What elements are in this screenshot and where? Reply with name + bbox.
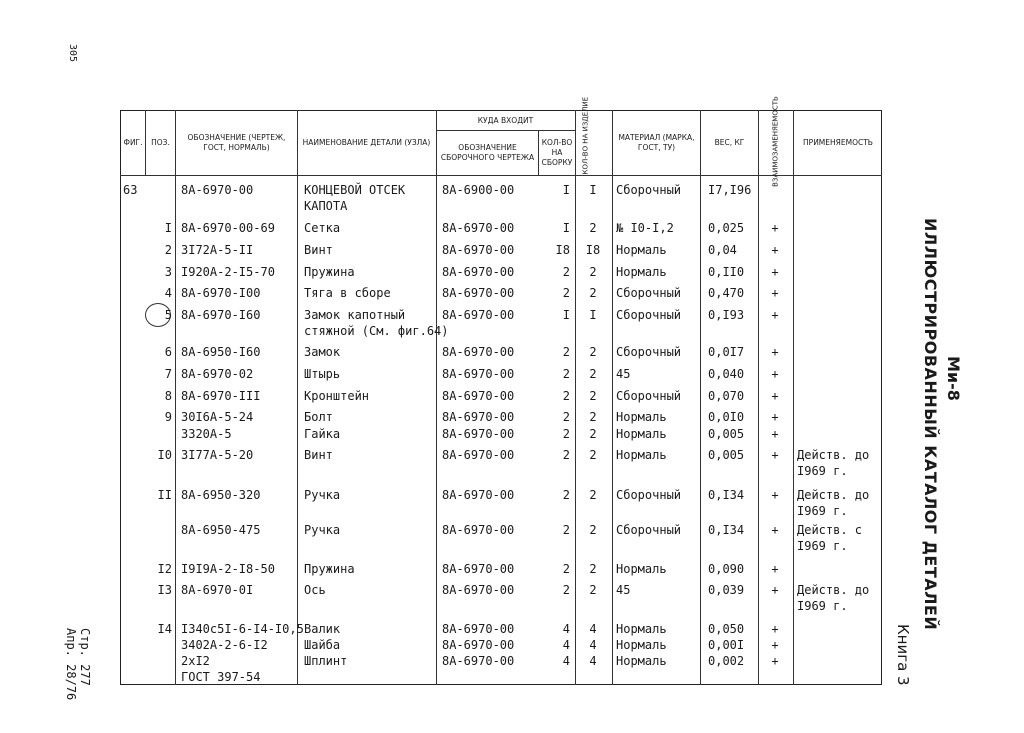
cell-mat: Нормаль bbox=[616, 448, 667, 462]
cell-des: 8А-6950-320 bbox=[181, 488, 261, 502]
cell-drw: 8А-6970-00 bbox=[442, 638, 515, 652]
cell-des: 8А-6970-00-69 bbox=[181, 221, 275, 235]
cell-name1: Шплинт bbox=[304, 654, 348, 668]
cell-wt: 0,040 bbox=[708, 367, 745, 381]
cell-qp: 2 bbox=[589, 523, 597, 537]
cell-pos: I4 bbox=[157, 622, 172, 636]
cell-ic: + bbox=[771, 488, 779, 502]
cell-des: 3320А-5 bbox=[181, 427, 232, 441]
header-where-used: КУДА ВХОДИТ bbox=[477, 116, 534, 125]
cell-qp: 2 bbox=[589, 448, 597, 462]
cell-des2: ГОСТ 397-54 bbox=[181, 670, 261, 684]
cell-wt: 0,470 bbox=[708, 286, 745, 300]
cell-wt: 0,005 bbox=[708, 448, 745, 462]
cell-ic: + bbox=[771, 308, 779, 322]
cell-qa: 4 bbox=[562, 622, 570, 636]
cell-des: 8А-6970-00 bbox=[181, 183, 254, 197]
header-divider bbox=[120, 175, 882, 176]
cell-des: I9I9А-2-I8-50 bbox=[181, 562, 275, 576]
cell-des: 30I6А-5-24 bbox=[181, 410, 254, 424]
cell-des: 8А-6950-I60 bbox=[181, 345, 261, 359]
divider bbox=[612, 110, 613, 685]
cell-ic: + bbox=[771, 562, 779, 576]
cell-qp: 2 bbox=[589, 265, 597, 279]
cell-qp: I bbox=[589, 308, 597, 322]
cell-mat: Нормаль bbox=[616, 265, 667, 279]
cell-qa: 2 bbox=[562, 448, 570, 462]
header-weight: ВЕС, КГ bbox=[714, 138, 745, 147]
header-material: МАТЕРИАЛ (МАРКА, ГОСТ, ТУ) bbox=[618, 133, 695, 152]
cell-mat: Сборочный bbox=[616, 286, 682, 300]
cell-ic: + bbox=[771, 622, 779, 636]
cell-qp: 4 bbox=[589, 638, 597, 652]
cell-qp: 2 bbox=[589, 221, 597, 235]
header-assembly-drawing: ОБОЗНАЧЕНИЕ СБОРОЧНОГО ЧЕРТЕЖА bbox=[440, 142, 535, 162]
cell-fig: 63 bbox=[123, 183, 138, 197]
cell-mat: Нормаль bbox=[616, 654, 667, 668]
cell-ap2: I969 г. bbox=[797, 464, 848, 478]
cell-mat: Нормаль bbox=[616, 427, 667, 441]
cell-drw: 8А-6970-00 bbox=[442, 345, 515, 359]
divider bbox=[793, 110, 794, 685]
amendment-label: Апр. 28/76 bbox=[64, 628, 78, 701]
cell-name1: Замок капотный bbox=[304, 308, 406, 322]
cell-qa: 2 bbox=[562, 562, 570, 576]
cell-mat: Сборочный bbox=[616, 488, 682, 502]
cell-wt: I7,I96 bbox=[708, 183, 752, 197]
cell-ap1: Действ. с bbox=[797, 523, 863, 537]
cell-ic: + bbox=[771, 389, 779, 403]
cell-drw: 8А-6970-00 bbox=[442, 562, 515, 576]
divider bbox=[575, 110, 576, 685]
cell-ap1: Действ. до bbox=[797, 488, 870, 502]
cell-qa: I bbox=[562, 221, 570, 235]
cell-pos: I bbox=[164, 221, 172, 235]
header-applicability: ПРИМЕНЯЕМОСТЬ bbox=[803, 138, 873, 147]
cell-name1: Тяга в сборе bbox=[304, 286, 391, 300]
cell-drw: 8А-6970-00 bbox=[442, 448, 515, 462]
cell-des: 8А-6950-475 bbox=[181, 523, 261, 537]
cell-wt: 0,I34 bbox=[708, 488, 745, 502]
cell-qa: 2 bbox=[562, 427, 570, 441]
cell-drw: 8А-6970-00 bbox=[442, 389, 515, 403]
cell-pos: 3 bbox=[164, 265, 172, 279]
cell-wt: 0,070 bbox=[708, 389, 745, 403]
cell-mat: Нормаль bbox=[616, 562, 667, 576]
cell-drw: 8А-6970-00 bbox=[442, 286, 515, 300]
cell-qa: 2 bbox=[562, 345, 570, 359]
header-qty-assembly: КОЛ-ВО НА СБОРКУ bbox=[541, 137, 573, 167]
cell-des: I340с5I-6-I4-I0,5 bbox=[181, 622, 304, 636]
header-interchange: ВЗАИМОЗАМЕНЯЕМОСТЬ bbox=[771, 96, 780, 187]
cell-des: 3I72А-5-II bbox=[181, 243, 254, 257]
cell-pos: 9 bbox=[164, 410, 172, 424]
cell-qa: 2 bbox=[562, 265, 570, 279]
cell-name1: КОНЦЕВОЙ ОТСЕК bbox=[304, 183, 406, 197]
cell-qp: 2 bbox=[589, 367, 597, 381]
cell-qp: 2 bbox=[589, 488, 597, 502]
cell-ap1: Действ. до bbox=[797, 448, 870, 462]
cell-qa: 2 bbox=[562, 583, 570, 597]
cell-pos: 5 bbox=[164, 308, 172, 322]
divider bbox=[700, 110, 701, 685]
cell-name1: Сетка bbox=[304, 221, 341, 235]
cell-wt: 0,0I0 bbox=[708, 410, 745, 424]
cell-qp: I bbox=[589, 183, 597, 197]
cell-drw: 8А-6970-00 bbox=[442, 523, 515, 537]
cell-name1: Винт bbox=[304, 243, 333, 257]
cell-des: 3I77А-5-20 bbox=[181, 448, 254, 462]
cell-des: 8А-6970-III bbox=[181, 389, 261, 403]
cell-des: 8А-6970-02 bbox=[181, 367, 254, 381]
cell-wt: 0,II0 bbox=[708, 265, 745, 279]
cell-qa: 4 bbox=[562, 654, 570, 668]
page-number-top: 305 bbox=[67, 44, 78, 63]
cell-name1: Замок bbox=[304, 345, 341, 359]
cell-mat: 45 bbox=[616, 367, 631, 381]
cell-wt: 0,005 bbox=[708, 427, 745, 441]
cell-drw: 8А-6970-00 bbox=[442, 622, 515, 636]
cell-ic: + bbox=[771, 410, 779, 424]
cell-qp: I8 bbox=[585, 243, 601, 257]
cell-qa: 2 bbox=[562, 389, 570, 403]
cell-name1: Винт bbox=[304, 448, 333, 462]
header-qty-product: КОЛ-ВО НА ИЗДЕЛИЕ bbox=[581, 96, 590, 175]
cell-pos: II bbox=[157, 488, 172, 502]
cell-name1: Кронштейн bbox=[304, 389, 370, 403]
cell-pos: 7 bbox=[164, 367, 172, 381]
cell-name1: Болт bbox=[304, 410, 333, 424]
cell-name1: Ручка bbox=[304, 488, 341, 502]
cell-wt: 0,050 bbox=[708, 622, 745, 636]
cell-ic: + bbox=[771, 345, 779, 359]
cell-qp: 2 bbox=[589, 583, 597, 597]
cell-name2: стяжной (См. фиг.64) bbox=[304, 324, 449, 338]
cell-des: 8А-6970-I60 bbox=[181, 308, 261, 322]
cell-name1: Шайба bbox=[304, 638, 341, 652]
cell-qp: 2 bbox=[589, 562, 597, 576]
cell-pos: I0 bbox=[157, 448, 172, 462]
cell-pos: 6 bbox=[164, 345, 172, 359]
divider bbox=[758, 110, 759, 685]
cell-ap2: I969 г. bbox=[797, 504, 848, 518]
cell-mat: № I0-I,2 bbox=[616, 221, 674, 235]
cell-ic: + bbox=[771, 427, 779, 441]
cell-wt: 0,039 bbox=[708, 583, 745, 597]
cell-name1: Ручка bbox=[304, 523, 341, 537]
cell-des: 3402А-2-6-I2 bbox=[181, 638, 268, 652]
cell-ap2: I969 г. bbox=[797, 539, 848, 553]
cell-drw: 8А-6970-00 bbox=[442, 221, 515, 235]
cell-qp: 2 bbox=[589, 427, 597, 441]
cell-des: 8А-6970-I00 bbox=[181, 286, 261, 300]
cell-qp: 2 bbox=[589, 410, 597, 424]
cell-qp: 2 bbox=[589, 345, 597, 359]
cell-des: 8А-6970-0I bbox=[181, 583, 254, 597]
cell-pos: I3 bbox=[157, 583, 172, 597]
cell-name1: Штырь bbox=[304, 367, 341, 381]
cell-ap1: Действ. до bbox=[797, 583, 870, 597]
cell-ic: + bbox=[771, 448, 779, 462]
header-pos: ПОЗ. bbox=[151, 138, 170, 147]
title-model: Ми-8 bbox=[944, 356, 963, 401]
cell-mat: Нормаль bbox=[616, 410, 667, 424]
cell-mat: Нормаль bbox=[616, 243, 667, 257]
header-fig: ФИГ. bbox=[123, 138, 143, 147]
cell-qa: 4 bbox=[562, 638, 570, 652]
cell-qa: I8 bbox=[555, 243, 570, 257]
book-label: Книга 3 bbox=[894, 624, 912, 686]
header-designation: ОБОЗНАЧЕНИЕ (ЧЕРТЕЖ, ГОСТ, НОРМАЛЬ) bbox=[187, 133, 286, 152]
cell-drw: 8А-6970-00 bbox=[442, 367, 515, 381]
cell-wt: 0,0I7 bbox=[708, 345, 745, 359]
cell-ic: + bbox=[771, 221, 779, 235]
cell-mat: Сборочный bbox=[616, 308, 682, 322]
cell-ic: + bbox=[771, 523, 779, 537]
cell-qa: I bbox=[562, 183, 570, 197]
cell-wt: 0,I34 bbox=[708, 523, 745, 537]
cell-pos: 2 bbox=[164, 243, 172, 257]
cell-qa: 2 bbox=[562, 410, 570, 424]
cell-drw: 8А-6970-00 bbox=[442, 265, 515, 279]
cell-drw: 8А-6970-00 bbox=[442, 583, 515, 597]
cell-qa: I bbox=[562, 308, 570, 322]
title-catalog: ИЛЛЮСТРИРОВАННЫЙ КАТАЛОГ ДЕТАЛЕЙ bbox=[921, 218, 940, 631]
cell-des: I920А-2-I5-70 bbox=[181, 265, 275, 279]
cell-mat: Нормаль bbox=[616, 622, 667, 636]
cell-mat: Сборочный bbox=[616, 389, 682, 403]
cell-mat: Сборочный bbox=[616, 345, 682, 359]
cell-drw: 8А-6970-00 bbox=[442, 243, 515, 257]
cell-ic: + bbox=[771, 638, 779, 652]
cell-qa: 2 bbox=[562, 488, 570, 502]
cell-name1: Ось bbox=[304, 583, 326, 597]
cell-name1: Пружина bbox=[304, 562, 355, 576]
cell-drw: 8А-6970-00 bbox=[442, 410, 515, 424]
cell-pos: 8 bbox=[164, 389, 172, 403]
cell-wt: 0,025 bbox=[708, 221, 745, 235]
cell-ic: + bbox=[771, 654, 779, 668]
divider bbox=[175, 110, 176, 685]
cell-drw: 8А-6970-00 bbox=[442, 488, 515, 502]
cell-mat: 45 bbox=[616, 583, 631, 597]
cell-mat: Нормаль bbox=[616, 638, 667, 652]
cell-ic: + bbox=[771, 367, 779, 381]
cell-qp: 4 bbox=[589, 654, 597, 668]
cell-ic: + bbox=[771, 286, 779, 300]
cell-mat: Сборочный bbox=[616, 523, 682, 537]
cell-qp: 4 bbox=[589, 622, 597, 636]
cell-drw: 8А-6970-00 bbox=[442, 427, 515, 441]
header-name: НАИМЕНОВАНИЕ ДЕТАЛИ (УЗЛА) bbox=[302, 138, 431, 147]
cell-pos: I2 bbox=[157, 562, 172, 576]
cell-pos: 4 bbox=[164, 286, 172, 300]
cell-wt: 0,002 bbox=[708, 654, 745, 668]
cell-qp: 2 bbox=[589, 389, 597, 403]
cell-qa: 2 bbox=[562, 523, 570, 537]
cell-drw: 8А-6970-00 bbox=[442, 308, 515, 322]
cell-wt: 0,04 bbox=[708, 243, 737, 257]
divider bbox=[297, 110, 298, 685]
cell-ap2: I969 г. bbox=[797, 599, 848, 613]
cell-ic: + bbox=[771, 583, 779, 597]
cell-drw: 8А-6900-00 bbox=[442, 183, 515, 197]
page-label: Стр. 277 bbox=[78, 628, 92, 686]
cell-name1: Гайка bbox=[304, 427, 341, 441]
cell-mat: Сборочный bbox=[616, 183, 682, 197]
cell-wt: 0,090 bbox=[708, 562, 745, 576]
cell-name1: Валик bbox=[304, 622, 341, 636]
cell-qa: 2 bbox=[562, 286, 570, 300]
cell-name1: Пружина bbox=[304, 265, 355, 279]
cell-wt: 0,00I bbox=[708, 638, 745, 652]
cell-drw: 8А-6970-00 bbox=[442, 654, 515, 668]
cell-qp: 2 bbox=[589, 286, 597, 300]
cell-qa: 2 bbox=[562, 367, 570, 381]
cell-ic: + bbox=[771, 243, 779, 257]
cell-wt: 0,I93 bbox=[708, 308, 745, 322]
cell-ic: + bbox=[771, 265, 779, 279]
cell-des: 2хI2 bbox=[181, 654, 210, 668]
cell-name2: КАПОТА bbox=[304, 199, 348, 213]
